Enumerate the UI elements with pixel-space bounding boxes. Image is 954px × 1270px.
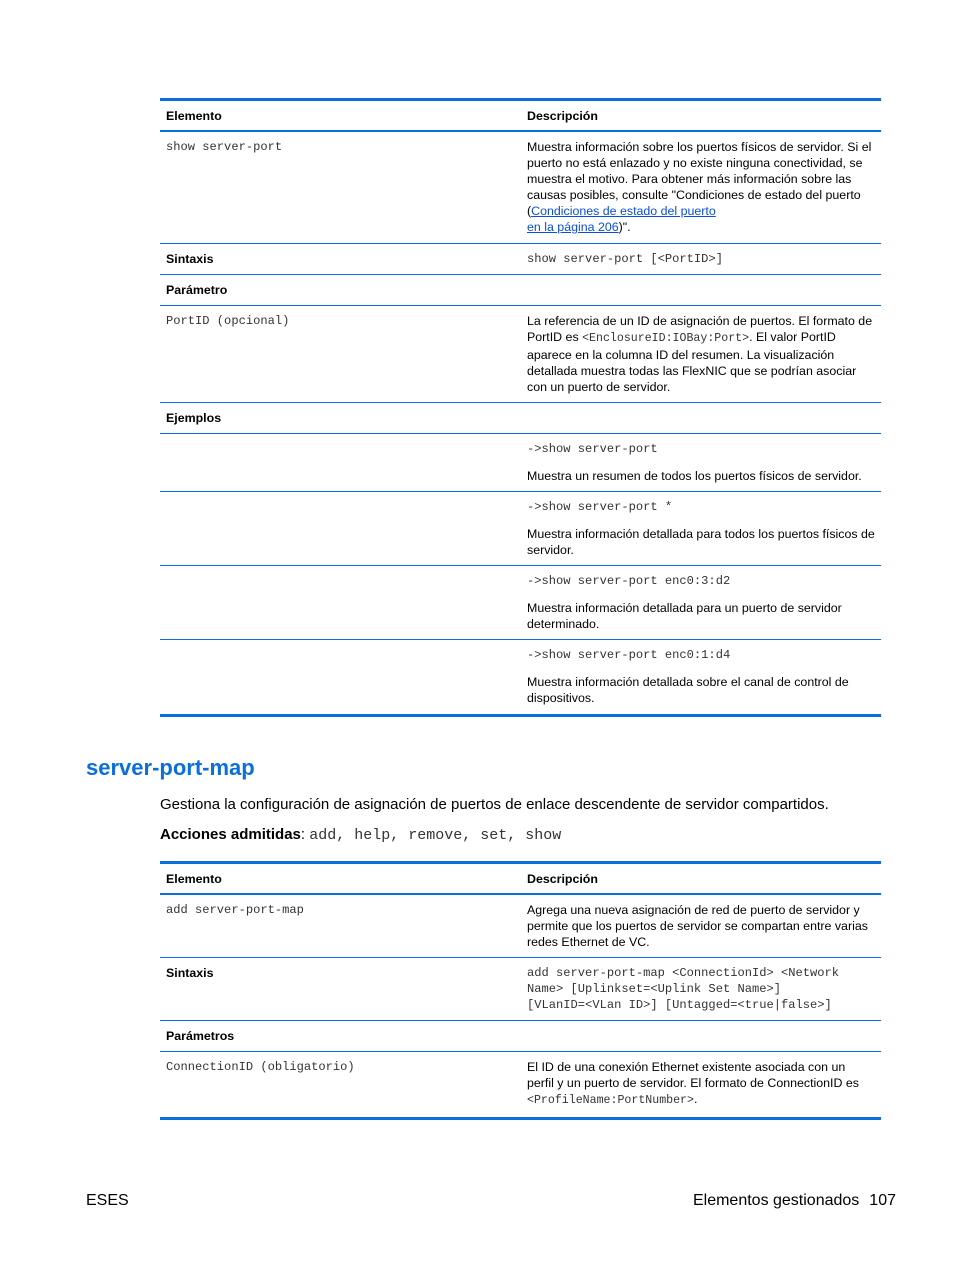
example-cell	[521, 492, 881, 566]
parameter-description	[521, 1052, 881, 1119]
parameters-heading-row	[160, 1021, 881, 1052]
example-command: ->show server-port	[527, 442, 658, 456]
empty-cell	[160, 640, 521, 716]
empty-cell	[160, 434, 521, 492]
parameter-heading-row	[160, 275, 881, 306]
syntax-value	[521, 958, 881, 1021]
empty-cell	[160, 492, 521, 566]
table-header-row	[160, 863, 881, 895]
example-cell	[521, 640, 881, 716]
cross-reference-link-line1: Condiciones de estado del puerto	[531, 204, 716, 218]
example-description: Muestra información detallada para un puerto de servidor determinado.	[527, 601, 842, 631]
example-row	[160, 492, 881, 566]
syntax-line: Name> [Uplinkset=<Uplink Set Name>]	[527, 982, 782, 996]
page-number: 107	[869, 1192, 896, 1209]
command-row	[160, 131, 881, 244]
footer-page-info	[693, 1192, 896, 1210]
parameter-description-text: El ID de una conexión Ethernet existente asociada con un perfil y un puerto de servidor. El formato de ConnectionID es	[527, 1060, 859, 1090]
example-cell	[521, 434, 881, 492]
example-description: Muestra información detallada sobre el canal de control de dispositivos.	[527, 675, 849, 705]
empty-cell	[521, 275, 881, 306]
examples-heading: Ejemplos	[160, 403, 521, 434]
supported-actions-separator: :	[300, 826, 310, 843]
parameters-heading: Parámetros	[160, 1021, 521, 1052]
command-description: Agrega una nueva asignación de red de puerto de servidor y permite que los puertos de servidor se compartan entre varias redes Ethernet de VC.	[521, 894, 881, 958]
parameter-row	[160, 306, 881, 403]
example-row	[160, 434, 881, 492]
empty-cell	[160, 566, 521, 640]
section-intro: Gestiona la configuración de asignación de puertos de enlace descendente de servidor compartidos.	[160, 796, 829, 813]
column-header-element: Elemento	[160, 100, 521, 132]
command-description	[521, 131, 881, 244]
supported-actions-label: Acciones admitidas	[160, 826, 301, 843]
parameter-format-code: <ProfileName:PortNumber>	[527, 1094, 694, 1107]
parameter-row	[160, 1052, 881, 1119]
example-cell	[521, 566, 881, 640]
command-description-end: )".	[618, 220, 631, 234]
column-header-description: Descripción	[521, 863, 881, 895]
cross-reference-link-line2: en la página 206	[527, 220, 619, 234]
example-row	[160, 640, 881, 716]
example-description: Muestra información detallada para todos los puertos físicos de servidor.	[527, 527, 875, 557]
syntax-label: Sintaxis	[160, 244, 521, 275]
parameter-description-text: La referencia de un ID de asignación de puertos. El formato de PortID es	[527, 314, 873, 344]
parameter-format-code: <EnclosureID:IOBay:Port>	[582, 332, 750, 345]
syntax-label: Sintaxis	[160, 958, 521, 1021]
supported-actions	[160, 826, 561, 844]
section-title: server-port-map	[86, 755, 255, 780]
syntax-row	[160, 958, 881, 1021]
command-name: show server-port	[160, 131, 521, 244]
example-command: ->show server-port enc0:1:d4	[527, 648, 731, 662]
example-row	[160, 566, 881, 640]
column-header-element: Elemento	[160, 863, 521, 895]
command-name: add server-port-map	[160, 894, 521, 958]
column-header-description: Descripción	[521, 100, 881, 132]
command-row	[160, 894, 881, 958]
parameter-heading: Parámetro	[160, 275, 521, 306]
empty-cell	[521, 403, 881, 434]
examples-heading-row	[160, 403, 881, 434]
syntax-value: show server-port [<PortID>]	[521, 244, 881, 275]
table-header-row	[160, 100, 881, 132]
empty-cell	[521, 1021, 881, 1052]
example-command: ->show server-port *	[527, 500, 673, 514]
show-server-port-table	[160, 98, 881, 717]
example-description: Muestra un resumen de todos los puertos físicos de servidor.	[527, 469, 862, 483]
command-description-text: Muestra información sobre los puertos físicos de servidor. Si el puerto no está enlazado y no existe ninguna conectividad, se muestra el motivo. Para obtener más información sobre las causas posibles, consulte "Condiciones de estado del puerto (	[527, 140, 872, 218]
example-command: ->show server-port enc0:3:d2	[527, 574, 731, 588]
footer-language-code: ESES	[86, 1192, 129, 1209]
syntax-row	[160, 244, 881, 275]
server-port-map-table	[160, 861, 881, 1120]
parameter-name: ConnectionID (obligatorio)	[160, 1052, 521, 1119]
parameter-name: PortID (opcional)	[160, 306, 521, 403]
parameter-description-end: .	[693, 1092, 698, 1106]
parameter-description	[521, 306, 881, 403]
syntax-line: add server-port-map <ConnectionId> <Network	[527, 966, 840, 980]
supported-actions-list: add, help, remove, set, show	[309, 827, 562, 844]
syntax-line: [VLanID=<VLan ID>] [Untagged=<true|false>]	[527, 998, 832, 1012]
parameter-description-end: . El valor PortID aparece en la columna ID del resumen. La visualización detallada muestra todas las FlexNIC que se podrían asociar con un puerto de servidor.	[527, 330, 857, 394]
footer-chapter-title: Elementos gestionados	[692, 1192, 860, 1209]
